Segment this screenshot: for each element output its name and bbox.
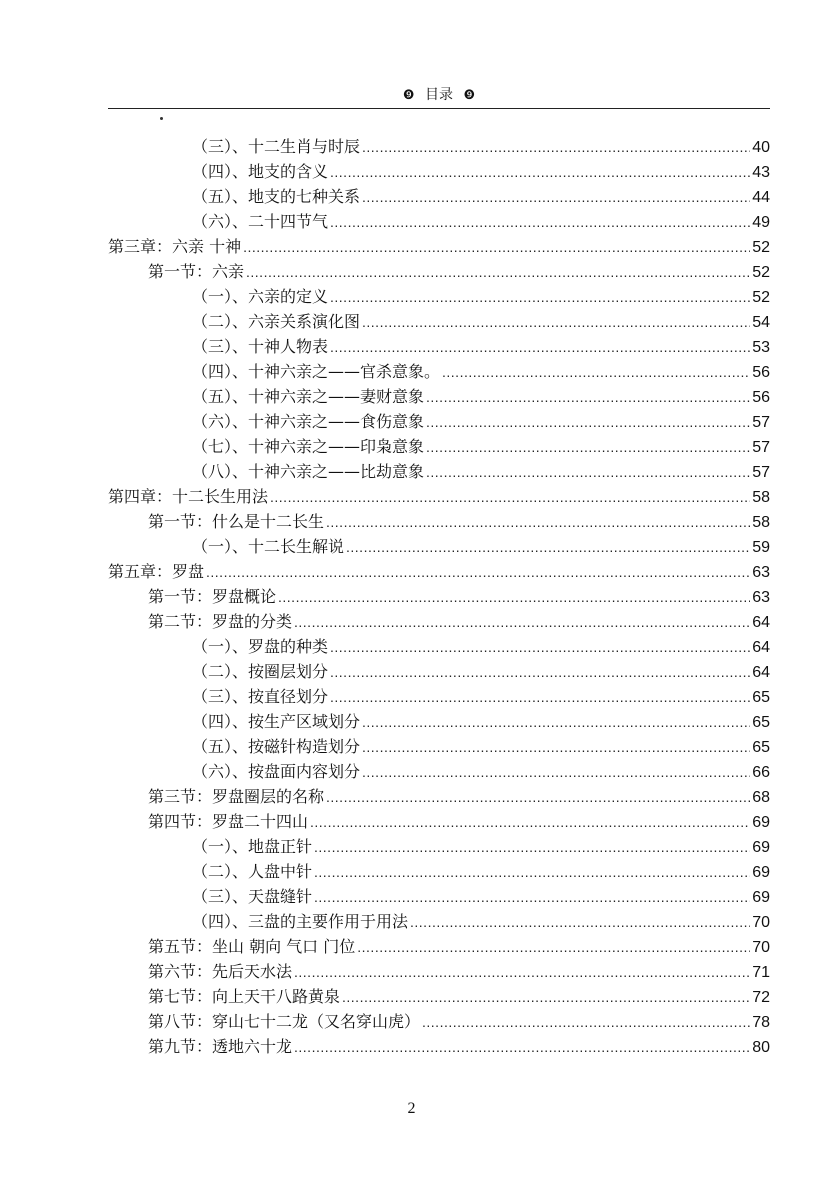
toc-entry-page: 44	[752, 189, 770, 206]
dot-leader	[426, 385, 750, 410]
toc-entry-title: 第四节：罗盘二十四山	[148, 812, 309, 831]
toc-entry-page: 64	[752, 639, 770, 656]
toc-entry-title: 第一节：什么是十二长生	[148, 512, 325, 531]
toc-entry-page: 80	[752, 1039, 770, 1056]
dot-leader	[426, 435, 750, 460]
toc-entry-page: 65	[752, 714, 770, 731]
running-header	[108, 86, 770, 105]
toc-entry[interactable]	[108, 1034, 770, 1059]
toc-entry-page: 57	[752, 414, 770, 431]
toc-entry[interactable]	[108, 634, 770, 659]
toc-entry[interactable]	[108, 259, 770, 284]
toc-entry-page: 68	[752, 789, 770, 806]
toc-entry-title: （三）、十神人物表	[192, 337, 329, 356]
toc-entry-page: 54	[752, 314, 770, 331]
dot-leader	[442, 360, 750, 385]
toc-entry-page: 70	[752, 939, 770, 956]
toc-entry[interactable]	[108, 734, 770, 759]
dot-leader	[426, 460, 750, 485]
toc-entry-title: 第五章：罗盘	[108, 562, 205, 581]
toc-entry-page: 65	[752, 739, 770, 756]
dot-leader	[362, 760, 750, 785]
toc-entry-title: （一）、六亲的定义	[192, 287, 329, 306]
toc-entry-title: （四）、十神六亲之——官杀意象。	[192, 362, 441, 381]
toc-entry[interactable]	[108, 209, 770, 234]
toc-entry[interactable]	[108, 1009, 770, 1034]
toc-entry[interactable]	[108, 334, 770, 359]
toc-entry-title: （三）、十二生肖与时辰	[192, 137, 361, 156]
toc-entry[interactable]	[108, 784, 770, 809]
toc-entry[interactable]	[108, 809, 770, 834]
dot-leader	[330, 660, 750, 685]
toc-entry-title: （六）、十神六亲之——食伤意象	[192, 412, 425, 431]
toc-entry-title: （二）、六亲关系演化图	[192, 312, 361, 331]
toc-entry-page: 58	[752, 514, 770, 531]
dot-leader	[310, 810, 750, 835]
page-number: 2	[407, 1100, 416, 1117]
toc-entry-title: （四）、地支的含义	[192, 162, 329, 181]
dot-leader	[426, 410, 750, 435]
toc-entry-page: 69	[752, 864, 770, 881]
toc-entry-page: 63	[752, 589, 770, 606]
toc-entry-title: （三）、天盘缝针	[192, 887, 313, 906]
toc-entry[interactable]	[108, 684, 770, 709]
toc-entry[interactable]	[108, 934, 770, 959]
toc-entry[interactable]	[108, 859, 770, 884]
toc-entry-page: 66	[752, 764, 770, 781]
toc-entry-page: 58	[752, 489, 770, 506]
toc-entry[interactable]	[108, 359, 770, 384]
dot-leader	[246, 260, 750, 285]
dot-leader	[330, 285, 750, 310]
dot-leader	[362, 185, 750, 210]
dot-leader	[422, 1010, 750, 1035]
toc-entry-title: （五）、地支的七种关系	[192, 187, 361, 206]
dot-leader	[294, 610, 750, 635]
toc-entry-title: 第一节：罗盘概论	[148, 587, 277, 606]
dot-leader	[357, 935, 750, 960]
toc-entry[interactable]	[108, 909, 770, 934]
dot-leader	[362, 135, 750, 160]
swirl-ornament-icon: ❾	[463, 88, 476, 103]
dot-leader	[330, 685, 750, 710]
toc-entry-title: （三）、按直径划分	[192, 687, 329, 706]
dot-leader	[342, 985, 750, 1010]
toc-entry[interactable]	[108, 134, 770, 159]
toc-entry[interactable]	[108, 384, 770, 409]
toc-entry-title: （一）、十二长生解说	[192, 537, 345, 556]
toc-entry-page: 69	[752, 839, 770, 856]
toc-entry[interactable]	[108, 959, 770, 984]
toc-entry-page: 69	[752, 814, 770, 831]
toc-entry-page: 64	[752, 614, 770, 631]
toc-entry[interactable]	[108, 834, 770, 859]
toc-entry-page: 57	[752, 439, 770, 456]
toc-entry-title: （二）、按圈层划分	[192, 662, 329, 681]
dot-leader	[346, 535, 750, 560]
toc-entry-page: 52	[752, 264, 770, 281]
toc-entry-title: （六）、按盘面内容划分	[192, 762, 361, 781]
toc-entry-page: 69	[752, 889, 770, 906]
toc-entry-title: （五）、按磁针构造划分	[192, 737, 361, 756]
toc-entry-title: 第二节：罗盘的分类	[148, 612, 293, 631]
dot-leader	[362, 310, 750, 335]
header-title: 目录	[425, 87, 453, 103]
toc-entry[interactable]	[108, 584, 770, 609]
toc-entry-title: （六）、二十四节气	[192, 212, 329, 231]
toc-entry[interactable]	[108, 434, 770, 459]
toc-entry-page: 40	[752, 139, 770, 156]
dot-leader	[410, 910, 750, 935]
toc-entry-page: 52	[752, 289, 770, 306]
dot-leader	[330, 160, 750, 185]
toc-entry[interactable]	[108, 884, 770, 909]
toc-entry-page: 63	[752, 564, 770, 581]
toc-entry-page: 70	[752, 914, 770, 931]
toc-entry-page: 78	[752, 1014, 770, 1031]
toc-entry[interactable]	[108, 284, 770, 309]
toc-entry[interactable]	[108, 459, 770, 484]
dot-leader	[206, 560, 750, 585]
toc-entry-page: 71	[752, 964, 770, 981]
dot-leader	[330, 210, 750, 235]
toc-entry-page: 49	[752, 214, 770, 231]
toc-entry[interactable]	[108, 534, 770, 559]
dot-leader	[278, 585, 750, 610]
toc-entry-page: 43	[752, 164, 770, 181]
toc-entry-title: 第八节：穿山七十二龙（又名穿山虎）	[148, 1012, 421, 1031]
scan-speck	[160, 117, 163, 120]
toc-entry-title: （五）、十神六亲之——妻财意象	[192, 387, 425, 406]
toc-entry-title: （七）、十神六亲之——印枭意象	[192, 437, 425, 456]
toc-entry-page: 52	[752, 239, 770, 256]
dot-leader	[362, 710, 750, 735]
toc-entry-title: （四）、三盘的主要作用于用法	[192, 912, 409, 931]
toc-entry-page: 65	[752, 689, 770, 706]
toc-entry-title: （一）、罗盘的种类	[192, 637, 329, 656]
toc-entry[interactable]	[108, 559, 770, 584]
table-of-contents	[108, 134, 770, 1059]
toc-entry[interactable]	[108, 184, 770, 209]
toc-entry-title: 第九节：透地六十龙	[148, 1037, 293, 1056]
toc-entry[interactable]	[108, 709, 770, 734]
toc-entry-page: 72	[752, 989, 770, 1006]
toc-entry-page: 64	[752, 664, 770, 681]
dot-leader	[270, 485, 750, 510]
toc-entry[interactable]	[108, 659, 770, 684]
toc-entry-page: 56	[752, 364, 770, 381]
toc-entry-page: 53	[752, 339, 770, 356]
dot-leader	[326, 510, 750, 535]
toc-entry-title: 第三节：罗盘圈层的名称	[148, 787, 325, 806]
toc-entry-title: 第三章：六亲 十神	[108, 237, 242, 256]
toc-entry-title: 第六节：先后天水法	[148, 962, 293, 981]
toc-entry[interactable]	[108, 609, 770, 634]
toc-entry[interactable]	[108, 509, 770, 534]
toc-entry-title: 第七节：向上天干八路黄泉	[148, 987, 341, 1006]
toc-entry[interactable]	[108, 984, 770, 1009]
toc-entry-title: （一）、地盘正针	[192, 837, 313, 856]
toc-entry[interactable]	[108, 159, 770, 184]
toc-entry-title: 第四章：十二长生用法	[108, 487, 269, 506]
toc-entry[interactable]	[108, 759, 770, 784]
dot-leader	[326, 785, 750, 810]
toc-entry[interactable]	[108, 409, 770, 434]
swirl-ornament-icon: ❾	[402, 88, 415, 103]
dot-leader	[362, 735, 750, 760]
dot-leader	[243, 235, 750, 260]
dot-leader	[314, 860, 750, 885]
header-rule	[108, 108, 770, 109]
toc-entry-title: （八）、十神六亲之——比劫意象	[192, 462, 425, 481]
toc-entry-page: 56	[752, 389, 770, 406]
toc-entry[interactable]	[108, 234, 770, 259]
toc-entry-page: 57	[752, 464, 770, 481]
toc-entry[interactable]	[108, 484, 770, 509]
toc-entry-title: 第一节：六亲	[148, 262, 245, 281]
dot-leader	[330, 635, 750, 660]
dot-leader	[294, 1035, 750, 1060]
toc-entry-page: 59	[752, 539, 770, 556]
dot-leader	[314, 885, 750, 910]
toc-entry-title: （二）、人盘中针	[192, 862, 313, 881]
toc-entry-title: 第五节：坐山 朝向 气口 门位	[148, 937, 356, 956]
dot-leader	[330, 335, 750, 360]
toc-entry-title: （四）、按生产区域划分	[192, 712, 361, 731]
dot-leader	[314, 835, 750, 860]
toc-entry[interactable]	[108, 309, 770, 334]
dot-leader	[294, 960, 750, 985]
